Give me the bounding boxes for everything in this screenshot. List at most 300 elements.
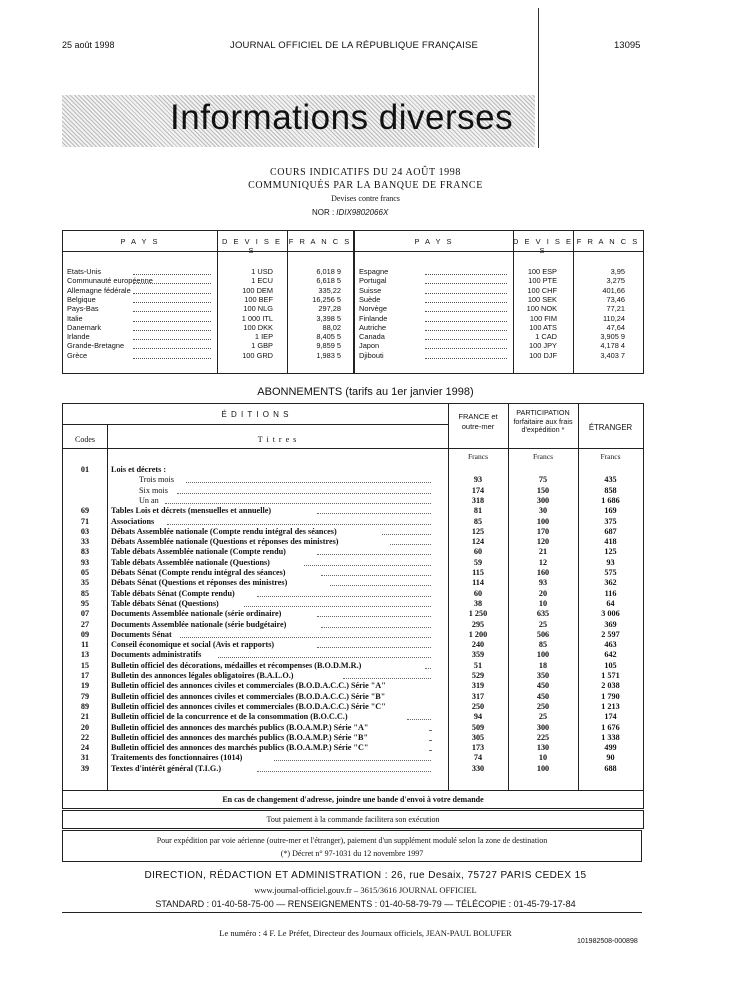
row-price-part: 25 [538,712,548,722]
row-price-part: 21 [538,547,548,557]
row-price-etr: 688 [604,763,617,773]
currency-code: 100 SEK [527,294,557,304]
leader-dots [343,672,431,679]
leader-dots [425,662,431,669]
leader-dots [429,724,431,731]
currency-code: 100 CHF [527,285,557,295]
currency-rate: 47,64 [606,322,625,332]
subscription-row [63,609,643,619]
subscription-row [63,712,643,722]
header-rule [63,424,448,425]
currency-code: 100 ESP [527,267,557,276]
currency-code: 100 BEF [244,294,273,304]
subscription-row [63,589,643,599]
currency-rate: 77,21 [606,304,625,314]
row-title: Bulletin officiel des annonces des marchés publics (B.O.A.M.P.) Série "C" [111,743,369,753]
currency-country: Grèce [67,350,88,360]
leader-dots [133,305,211,312]
currency-rate: 110,24 [602,313,625,323]
currency-country: Autriche [359,322,387,332]
row-code: 27 [80,619,90,629]
row-price-france: 359 [471,650,485,660]
row-price-france: 81 [473,506,483,516]
row-price-france: 305 [471,732,485,742]
row-price-france: 74 [473,753,483,763]
row-title: Bulletin officiel des annonces des marchés publics (B.O.A.M.P.) Série "B" [111,732,368,742]
row-title: Table débats Assemblée nationale (Compte rendu) [111,547,286,557]
row-price-etr: 105 [604,660,617,670]
row-code: 33 [80,537,90,547]
currency-code: 100 NLG [243,304,273,314]
leader-dots [274,754,431,761]
currency-rate: 3,275 [606,276,625,286]
etranger-header: ÉTRANGER [588,423,633,432]
row-price-france: 85 [473,516,483,526]
cours-line2: COMMUNIQUÉS PAR LA BANQUE DE FRANCE [248,180,483,191]
leader-dots [167,518,431,525]
subscription-row [63,599,643,609]
row-price-part: 170 [536,526,550,536]
note-adresse: En cas de changement d'adresse, joindre une bande d'envoi à votre demande [62,790,644,809]
currency-rate: 6,018 9 [316,267,341,276]
col-header-francs: F R A N C S [288,237,352,246]
leader-dots [257,590,431,597]
col-header-francs-2: F R A N C S [576,237,640,246]
currency-country: Espagne [359,267,389,276]
participation-header: PARTICIPATION forfaitaire aux frais d'expédition * [513,408,573,434]
row-price-france: 125 [471,526,485,536]
currency-country: Grande-Bretagne [67,341,125,351]
row-price-etr: 169 [604,506,617,516]
row-title: Débats Assemblée nationale (Questions et réponses des ministres) [111,537,339,547]
row-price-france: 330 [471,763,485,773]
subscription-row [63,692,643,702]
row-code: 89 [80,701,90,711]
leader-dots [133,333,211,340]
leader-dots [218,651,431,658]
row-price-etr: 687 [604,526,617,536]
row-title: Débats Sénat (Compte rendu intégral des séances) [111,568,286,577]
row-price-part: 150 [536,485,550,495]
subscription-row [63,764,643,774]
nor-value: IDIX9802066X [336,208,389,217]
nor-reference [312,208,388,217]
leader-dots [133,268,211,275]
row-title: Bulletin officiel des annonces civiles et commerciales (B.O.D.A.C.C.) Série "A" [111,681,386,691]
subscription-row [63,558,643,568]
abonnements-title: ABONNEMENTS (tarifs au 1er janvier 1998) [257,386,474,398]
contact-numbers: STANDARD : 01-40-58-75-00 — RENSEIGNEMENTS : 01-40-58-79-79 — TÉLÉCOPIE : 01-45-79-17-84 [155,899,576,909]
row-code: 15 [80,660,90,670]
subscription-row [63,475,643,485]
leader-dots [330,579,431,586]
subscription-row [63,661,643,671]
row-price-france: 38 [473,598,483,608]
row-price-france: 173 [471,743,485,753]
titres-header: T i t r e s [257,435,298,444]
currency-rate: 88,02 [322,322,341,332]
leader-dots [186,476,431,483]
row-title: Documents administratifs [111,650,202,660]
leader-dots [133,287,211,294]
print-reference: 101982508-000898 [577,938,638,945]
france-header: FRANCE et outre-mer [458,412,498,431]
leader-dots [304,559,431,566]
subscription-row [63,681,643,691]
row-price-etr: 362 [604,578,617,588]
leader-dots [133,324,211,331]
row-price-france: 318 [471,495,485,505]
leader-dots [407,713,431,720]
currency-country: Japon [359,341,380,351]
row-title: Conseil économique et social (Avis et rapports) [111,640,275,650]
row-code: 79 [80,691,90,701]
row-price-france: 60 [473,588,483,598]
footer-rule [62,912,642,913]
leader-dots [425,324,507,331]
subscription-row [63,702,643,712]
leader-dots [425,277,507,284]
leader-dots [180,631,432,638]
row-code: 71 [80,516,90,526]
nor-label: NOR : [312,208,335,217]
row-price-france: 319 [471,681,485,691]
currency-rate: 3,403 7 [600,350,625,360]
leader-dots [425,287,507,294]
row-title: Débats Assemblée nationale (Compte rendu intégral des séances) [111,526,337,536]
note-decret: (*) Décret n° 97-1031 du 12 novembre 1997 [280,849,424,858]
row-code: 83 [80,547,90,557]
col-header-devises-2: D E V I S E S [513,237,573,255]
price-line: Le numéro : 4 F. Le Préfet, Directeur des Journaux officiels, JEAN-PAUL BOLUFER [219,928,512,938]
issue-date: 25 août 1998 [62,40,115,50]
row-price-part: 93 [538,578,548,588]
currency-code: 1 ECU [251,276,273,286]
row-price-france: 529 [471,671,485,680]
currency-rate: 73,46 [606,294,625,304]
row-price-etr: 1 213 [601,701,620,711]
row-price-part: 30 [538,506,548,516]
row-code: 95 [80,598,90,608]
row-title: Documents Assemblée nationale (série budgétaire) [111,619,287,629]
currency-country: Canada [359,332,385,342]
row-title: Traitements des fonctionnaires (1014) [111,753,243,763]
row-code: 01 [80,465,90,474]
currency-rate: 401,66 [602,285,625,295]
row-price-etr: 116 [604,588,617,598]
row-price-etr: 575 [604,568,617,577]
subscription-row [63,527,643,537]
row-code: 69 [80,506,90,516]
row-title: Bulletin officiel des annonces civiles et commerciales (B.O.D.A.C.C.) Série "C" [111,701,386,711]
leader-dots [133,296,211,303]
col-rule [287,231,288,373]
unit-etranger: Francs [600,452,621,461]
row-price-france: 114 [472,578,484,588]
row-code: 35 [80,578,90,588]
row-title: Table débats Assemblée nationale (Questions) [111,557,270,567]
leader-dots [133,342,211,349]
unit-france: Francs [468,452,488,461]
currency-country: Italie [67,313,83,323]
currency-country: Suède [359,294,381,304]
row-price-part: 10 [538,598,548,608]
row-price-etr: 93 [606,557,615,567]
row-code: 19 [80,681,90,691]
currency-country: Finlande [359,313,388,323]
leader-dots [425,296,507,303]
leader-dots [321,621,431,628]
subscription-row [63,620,643,630]
row-title: Trois mois [139,475,174,485]
row-price-etr: 174 [604,712,617,722]
margin-rule [538,8,539,148]
subscription-row [63,723,643,733]
row-price-etr: 64 [606,598,615,608]
leader-dots [244,600,431,607]
row-title: Bulletin officiel de la concurrence et de la consommation (B.O.C.C.) [111,712,348,722]
leader-dots [133,352,211,359]
subscription-row [63,496,643,506]
row-price-etr: 1 571 [601,671,620,680]
row-price-etr: 2 038 [601,681,620,691]
leader-dots [425,305,507,312]
row-price-part: 10 [538,753,548,763]
row-price-france: 115 [472,568,484,577]
header-rule [63,448,643,449]
currency-rate: 3,398 5 [316,313,341,323]
row-code: 85 [80,588,90,598]
currency-country: Allemagne fédérale [67,285,131,295]
row-price-part: 225 [536,732,550,742]
currency-country: Communauté européenne [67,276,153,286]
subscription-row [63,465,643,475]
cours-line1: COURS INDICATIFS DU 24 AOÛT 1998 [270,167,461,178]
page-number: 13095 [614,40,641,51]
row-price-france: 60 [473,547,483,557]
row-price-france: 124 [471,537,485,547]
row-price-etr: 642 [604,650,617,660]
subscription-table [62,403,644,791]
subscription-row [63,568,643,578]
row-title: Bulletin officiel des annonces civiles et commerciales (B.O.D.A.C.C.) Série "B" [111,691,386,701]
col-header-pays: P A Y S [120,237,160,246]
row-price-part: 25 [538,619,548,629]
currency-country: Portugal [359,276,387,286]
row-price-etr: 3 006 [601,609,620,619]
row-price-france: 59 [473,557,483,567]
leader-dots [425,333,507,340]
row-price-france: 1 250 [468,609,488,619]
row-price-etr: 1 686 [601,495,620,505]
row-price-part: 160 [536,568,550,577]
leader-dots [429,734,431,741]
subscription-row [63,640,643,650]
row-price-part: 20 [538,588,548,598]
row-price-etr: 375 [604,516,617,526]
currency-country: Danemark [67,322,102,332]
row-price-etr: 499 [604,743,617,753]
row-price-part: 350 [536,671,550,680]
currency-code: 100 NOK [526,304,557,314]
journal-title: JOURNAL OFFICIEL DE LA RÉPUBLIQUE FRANÇAISE [230,40,479,51]
row-title: Associations [111,516,155,526]
subscription-row [63,547,643,557]
row-price-france: 509 [471,722,485,732]
row-title: Lois et décrets : [111,465,167,474]
row-price-france: 174 [471,485,485,495]
row-price-etr: 463 [604,640,617,650]
currency-country: Suisse [359,285,382,295]
row-price-part: 450 [536,691,550,701]
row-price-etr: 418 [604,537,617,547]
currency-rate: 297,28 [318,304,341,314]
row-title: Documents Assemblée nationale (série ordinaire) [111,609,282,619]
row-code: 93 [80,557,90,567]
row-title: Débats Sénat (Questions et réponses des ministres) [111,578,288,588]
row-price-part: 18 [538,660,548,670]
leader-dots [165,497,432,504]
row-title: Tables Lois et décrets (mensuelles et annuelle) [111,506,272,516]
currency-rate: 6,618 5 [316,276,341,286]
currency-code: 100 PTE [528,276,557,286]
leader-dots [177,487,431,494]
currency-country: Norvège [359,304,387,314]
row-price-etr: 125 [604,547,617,557]
leader-dots [133,315,211,322]
row-price-france: 317 [471,691,485,701]
row-title: Bulletin des annonces légales obligatoires (B.A.L.O.) [111,671,294,680]
col-rule [573,231,574,373]
leader-dots [321,569,431,576]
row-price-part: 100 [536,763,550,773]
currency-rate: 16,256 5 [312,294,341,304]
unit-participation: Francs [533,452,553,461]
section-title: Informations diverses [170,98,514,137]
leader-dots [317,641,431,648]
row-price-part: 130 [536,743,550,753]
leader-dots [317,507,431,514]
row-price-france: 51 [473,660,483,670]
row-price-france: 250 [471,701,485,711]
currency-code: 1 USD [251,267,273,276]
currency-code: 1 GBP [251,341,273,351]
row-title: Six mois [139,485,168,495]
currency-rate: 3,905 9 [600,332,625,342]
row-title: Table débats Sénat (Compte rendu) [111,588,235,598]
currency-code: 100 FIM [529,313,557,323]
leader-dots [425,315,507,322]
row-price-part: 300 [536,722,550,732]
leader-dots [257,765,431,772]
row-price-etr: 858 [604,485,617,495]
col-header-pays-2: P A Y S [414,237,454,246]
row-title: Bulletin officiel des décorations, médailles et récompenses (B.O.D.M.R.) [111,660,362,670]
row-title: Bulletin officiel des annonces des marchés publics (B.O.A.M.P.) Série "A" [111,722,369,732]
subscription-row [63,743,643,753]
row-code: 09 [80,629,90,639]
row-price-part: 506 [536,629,550,639]
col-rule [353,231,355,373]
row-price-etr: 2 597 [601,629,620,639]
subscription-row [63,630,643,640]
row-code: 07 [80,609,90,619]
leader-dots [425,352,507,359]
row-price-part: 120 [536,537,550,547]
row-price-france: 295 [471,619,485,629]
currency-rate: 9,859 5 [316,341,341,351]
leader-dots [425,342,507,349]
note-aerienne: Pour expédition par voie aérienne (outre-mer et l'étranger), paiement d'un supplément modulé selon la zone de destination [156,836,548,845]
currency-code: 1 CAD [535,332,557,342]
currency-rate: 4,178 4 [600,341,625,351]
direction-address: DIRECTION, RÉDACTION ET ADMINISTRATION : 26, rue Desaix, 75727 PARIS CEDEX 15 [144,870,587,881]
leader-dots [425,268,507,275]
note-aerienne-box [62,830,642,862]
currency-rate: 3,95 [610,267,625,276]
row-code: 11 [81,640,89,650]
row-price-france: 240 [471,640,485,650]
subscription-row [63,517,643,527]
row-price-etr: 1 790 [601,691,620,701]
leader-dots [382,528,431,535]
subscription-row [63,506,643,516]
currency-code: 1 IEP [254,332,273,342]
row-code: 20 [80,722,90,732]
row-code: 22 [80,732,90,742]
subscription-row [63,578,643,588]
currency-code: 100 JPY [529,341,557,351]
row-price-france: 93 [473,475,483,485]
currency-code: 100 GRD [242,350,273,360]
row-price-etr: 435 [604,475,617,485]
row-price-part: 300 [536,495,550,505]
subscription-row [63,537,643,547]
leader-dots [133,277,211,284]
row-price-france: 1 200 [468,629,488,639]
currency-code: 100 DJF [529,350,557,360]
subscription-row [63,733,643,743]
currency-country: Pays-Bas [67,304,99,314]
row-code: 39 [80,763,90,773]
row-code: 03 [80,526,90,536]
codes-header: Codes [75,435,95,444]
row-price-part: 12 [538,557,548,567]
row-code: 13 [80,650,90,660]
row-price-part: 100 [536,516,550,526]
currency-rate: 1,983 5 [316,350,341,360]
currency-country: Belgique [67,294,96,304]
row-price-etr: 1 338 [601,732,620,742]
currency-table [62,230,644,374]
row-price-part: 450 [536,681,550,691]
currency-rate: 8,405 5 [316,332,341,342]
row-price-france: 94 [473,712,483,722]
currency-code: 100 ATS [529,322,557,332]
subscription-row [63,650,643,660]
currency-code: 100 DEM [242,285,273,295]
subscription-row [63,486,643,496]
row-price-part: 250 [536,701,550,711]
currency-country: Djibouti [359,350,384,360]
row-price-part: 100 [536,650,550,660]
row-code: 24 [80,743,90,753]
currency-code: 100 DKK [243,322,273,332]
currency-rate: 335,22 [318,285,341,295]
note-paiement: Tout paiement à la commande facilitera son exécution [62,810,644,829]
leader-dots [317,610,431,617]
currency-country: Etats-Unis [67,267,102,276]
